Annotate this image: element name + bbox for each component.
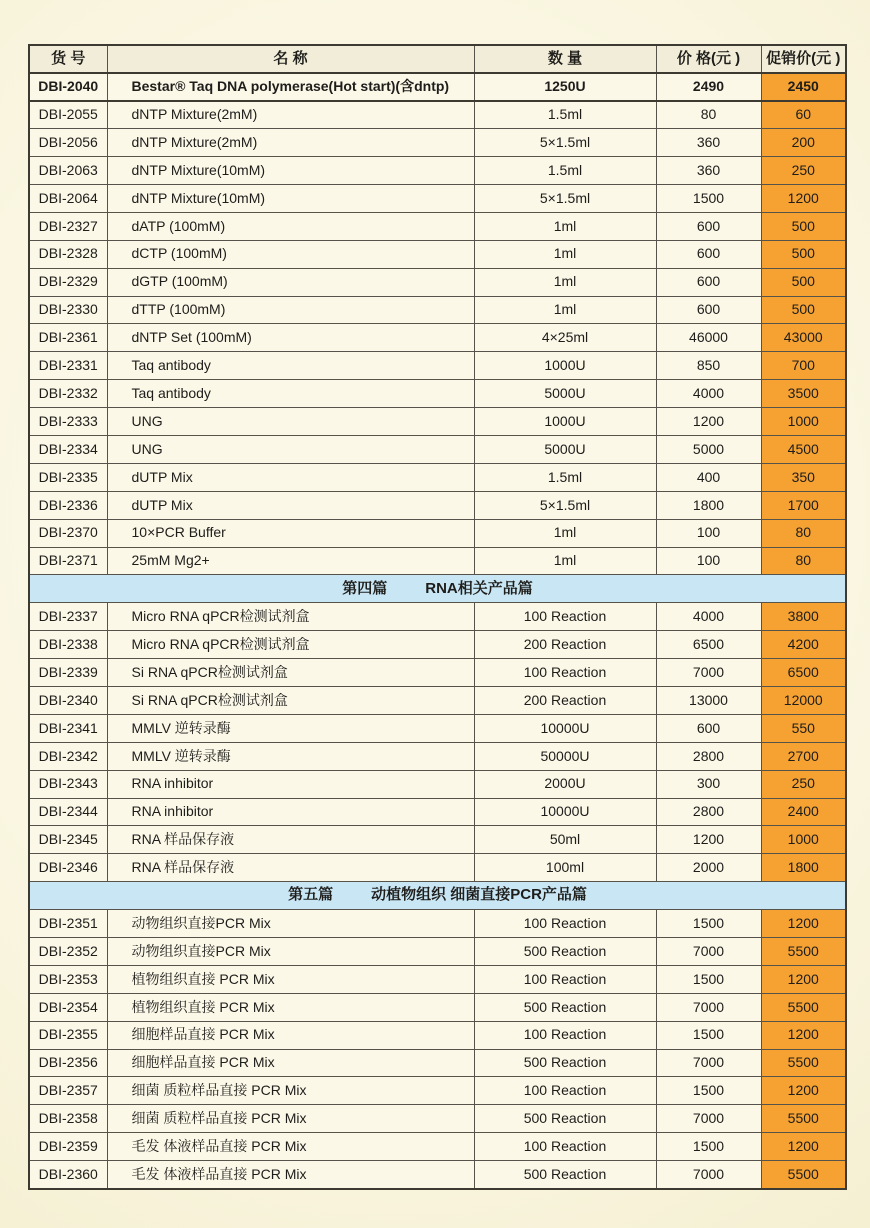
cell-qty: 1ml [474,212,656,240]
cell-price: 600 [656,212,761,240]
cell-qty: 500 Reaction [474,1105,656,1133]
cell-code: DBI-2337 [29,603,107,631]
cell-name: 动物组织直接PCR Mix [107,938,474,966]
table-row [29,408,846,436]
cell-promo: 1800 [761,854,846,882]
cell-price: 100 [656,519,761,547]
cell-qty: 200 Reaction [474,631,656,659]
cell-name: Bestar® Taq DNA polymerase(Hot start)(含dntp) [107,73,474,101]
cell-price: 1500 [656,910,761,938]
cell-qty: 5×1.5ml [474,491,656,519]
cell-promo: 43000 [761,324,846,352]
cell-qty: 10000U [474,714,656,742]
cell-promo: 700 [761,352,846,380]
table-row [29,212,846,240]
table-row [29,240,846,268]
col-header-promo: 促销价(元 ) [761,45,846,73]
cell-promo: 1000 [761,826,846,854]
cell-qty: 5×1.5ml [474,184,656,212]
table-row [29,1049,846,1077]
cell-qty: 100 Reaction [474,603,656,631]
table-row [29,993,846,1021]
cell-promo: 80 [761,547,846,575]
cell-price: 7000 [656,993,761,1021]
cell-promo: 1200 [761,1021,846,1049]
cell-name: RNA inhibitor [107,798,474,826]
cell-name: 细菌 质粒样品直接 PCR Mix [107,1105,474,1133]
cell-qty: 200 Reaction [474,686,656,714]
cell-code: DBI-2330 [29,296,107,324]
cell-qty: 10000U [474,798,656,826]
cell-promo: 12000 [761,686,846,714]
cell-name: 植物组织直接 PCR Mix [107,993,474,1021]
cell-promo: 1200 [761,910,846,938]
cell-code: DBI-2341 [29,714,107,742]
table-row [29,296,846,324]
table-row [29,714,846,742]
cell-name: dNTP Mixture(2mM) [107,129,474,157]
table-row [29,1133,846,1161]
cell-code: DBI-2359 [29,1133,107,1161]
cell-code: DBI-2055 [29,101,107,129]
table-row [29,435,846,463]
cell-promo: 3800 [761,603,846,631]
cell-promo: 5500 [761,1105,846,1133]
cell-price: 600 [656,268,761,296]
table-row [29,519,846,547]
cell-promo: 5500 [761,1049,846,1077]
cell-code: DBI-2352 [29,938,107,966]
section-title [29,575,846,603]
cell-qty: 1000U [474,352,656,380]
table-row [29,380,846,408]
cell-qty: 50ml [474,826,656,854]
cell-code: DBI-2353 [29,965,107,993]
cell-qty: 50000U [474,742,656,770]
cell-qty: 5×1.5ml [474,129,656,157]
table-row [29,101,846,129]
cell-name: 毛发 体液样品直接 PCR Mix [107,1133,474,1161]
cell-code: DBI-2346 [29,854,107,882]
cell-qty: 100 Reaction [474,965,656,993]
cell-price: 7000 [656,938,761,966]
cell-code: DBI-2357 [29,1077,107,1105]
cell-name: MMLV 逆转录酶 [107,742,474,770]
cell-promo: 3500 [761,380,846,408]
cell-name: MMLV 逆转录酶 [107,714,474,742]
cell-code: DBI-2064 [29,184,107,212]
cell-code: DBI-2063 [29,157,107,185]
cell-promo: 4200 [761,631,846,659]
col-header-code: 货 号 [29,45,107,73]
section-part-title: 动植物组织 细菌直接PCR产品篇 [371,886,587,904]
cell-price: 2000 [656,854,761,882]
cell-qty: 1ml [474,547,656,575]
cell-name: dGTP (100mM) [107,268,474,296]
table-row [29,268,846,296]
cell-qty: 100 Reaction [474,659,656,687]
cell-promo: 2400 [761,798,846,826]
cell-qty: 1.5ml [474,157,656,185]
cell-price: 360 [656,157,761,185]
cell-name: dUTP Mix [107,463,474,491]
cell-price: 1200 [656,826,761,854]
cell-name: Si RNA qPCR检测试剂盒 [107,659,474,687]
cell-price: 7000 [656,1049,761,1077]
cell-promo: 1700 [761,491,846,519]
table-row [29,1021,846,1049]
cell-code: DBI-2338 [29,631,107,659]
cell-qty: 100ml [474,854,656,882]
table-row [29,965,846,993]
cell-code: DBI-2355 [29,1021,107,1049]
cell-promo: 1200 [761,184,846,212]
cell-name: 毛发 体液样品直接 PCR Mix [107,1161,474,1189]
cell-price: 850 [656,352,761,380]
col-header-qty: 数 量 [474,45,656,73]
table-row [29,324,846,352]
cell-code: DBI-2356 [29,1049,107,1077]
cell-qty: 100 Reaction [474,1021,656,1049]
cell-code: DBI-2336 [29,491,107,519]
cell-price: 600 [656,240,761,268]
cell-qty: 1000U [474,408,656,436]
cell-price: 7000 [656,1161,761,1189]
cell-qty: 1.5ml [474,463,656,491]
table-row [29,157,846,185]
table-row [29,491,846,519]
cell-price: 600 [656,296,761,324]
price-table-header [29,45,846,73]
cell-price: 2800 [656,742,761,770]
cell-promo: 500 [761,212,846,240]
cell-price: 2490 [656,73,761,101]
cell-name: dNTP Mixture(2mM) [107,101,474,129]
cell-promo: 60 [761,101,846,129]
cell-name: dUTP Mix [107,491,474,519]
cell-qty: 1250U [474,73,656,101]
cell-qty: 4×25ml [474,324,656,352]
cell-name: dNTP Mixture(10mM) [107,157,474,185]
cell-code: DBI-2339 [29,659,107,687]
table-row [29,1161,846,1189]
cell-price: 1500 [656,1021,761,1049]
section-title [29,882,846,910]
table-row [29,184,846,212]
cell-promo: 550 [761,714,846,742]
cell-code: DBI-2354 [29,993,107,1021]
section-row [29,882,846,910]
cell-code: DBI-2343 [29,770,107,798]
cell-qty: 500 Reaction [474,1049,656,1077]
cell-name: dTTP (100mM) [107,296,474,324]
cell-promo: 500 [761,268,846,296]
section-part-label: 第四篇 [342,579,388,597]
section-part-label: 第五篇 [288,886,334,904]
cell-qty: 1.5ml [474,101,656,129]
table-row [29,1105,846,1133]
table-row [29,770,846,798]
cell-price: 7000 [656,659,761,687]
cell-price: 1800 [656,491,761,519]
cell-promo: 5500 [761,1161,846,1189]
cell-price: 80 [656,101,761,129]
cell-price: 7000 [656,1105,761,1133]
cell-price: 4000 [656,380,761,408]
cell-name: Taq antibody [107,352,474,380]
cell-name: Taq antibody [107,380,474,408]
cell-price: 400 [656,463,761,491]
cell-name: RNA 样品保存液 [107,826,474,854]
cell-code: DBI-2342 [29,742,107,770]
cell-code: DBI-2360 [29,1161,107,1189]
cell-qty: 1ml [474,268,656,296]
cell-qty: 100 Reaction [474,1077,656,1105]
cell-price: 4000 [656,603,761,631]
table-row [29,352,846,380]
cell-name: RNA 样品保存液 [107,854,474,882]
col-header-name: 名 称 [107,45,474,73]
cell-price: 600 [656,714,761,742]
table-row [29,463,846,491]
cell-qty: 1ml [474,296,656,324]
cell-price: 1500 [656,184,761,212]
cell-name: UNG [107,408,474,436]
cell-code: DBI-2332 [29,380,107,408]
cell-promo: 5500 [761,938,846,966]
price-table-body [29,73,846,1189]
cell-promo: 500 [761,240,846,268]
cell-code: DBI-2370 [29,519,107,547]
cell-promo: 5500 [761,993,846,1021]
cell-qty: 500 Reaction [474,938,656,966]
cell-qty: 2000U [474,770,656,798]
cell-code: DBI-2329 [29,268,107,296]
cell-qty: 5000U [474,380,656,408]
cell-promo: 80 [761,519,846,547]
cell-price: 13000 [656,686,761,714]
cell-price: 1500 [656,1133,761,1161]
cell-promo: 500 [761,296,846,324]
cell-price: 100 [656,547,761,575]
cell-code: DBI-2351 [29,910,107,938]
cell-price: 1500 [656,965,761,993]
table-row [29,1077,846,1105]
col-header-price: 价 格(元 ) [656,45,761,73]
cell-name: 植物组织直接 PCR Mix [107,965,474,993]
table-row [29,659,846,687]
cell-name: 细菌 质粒样品直接 PCR Mix [107,1077,474,1105]
cell-promo: 2450 [761,73,846,101]
cell-code: DBI-2358 [29,1105,107,1133]
cell-promo: 1000 [761,408,846,436]
cell-promo: 4500 [761,435,846,463]
cell-price: 360 [656,129,761,157]
cell-name: RNA inhibitor [107,770,474,798]
price-table [28,44,847,1190]
cell-name: 细胞样品直接 PCR Mix [107,1021,474,1049]
table-row [29,547,846,575]
cell-qty: 100 Reaction [474,1133,656,1161]
header-row [29,45,846,73]
section-part-title: RNA相关产品篇 [425,579,533,597]
cell-price: 5000 [656,435,761,463]
table-row [29,129,846,157]
cell-code: DBI-2344 [29,798,107,826]
cell-code: DBI-2361 [29,324,107,352]
table-row [29,826,846,854]
cell-name: dNTP Mixture(10mM) [107,184,474,212]
cell-qty: 1ml [474,519,656,547]
cell-promo: 1200 [761,1133,846,1161]
cell-price: 6500 [656,631,761,659]
cell-price: 1200 [656,408,761,436]
cell-promo: 250 [761,157,846,185]
cell-promo: 200 [761,129,846,157]
cell-name: Si RNA qPCR检测试剂盒 [107,686,474,714]
cell-name: Micro RNA qPCR检测试剂盒 [107,603,474,631]
cell-code: DBI-2345 [29,826,107,854]
cell-name: dCTP (100mM) [107,240,474,268]
cell-code: DBI-2056 [29,129,107,157]
cell-qty: 500 Reaction [474,1161,656,1189]
table-row [29,938,846,966]
cell-qty: 100 Reaction [474,910,656,938]
cell-promo: 2700 [761,742,846,770]
cell-qty: 5000U [474,435,656,463]
cell-name: dNTP Set (100mM) [107,324,474,352]
cell-name: 动物组织直接PCR Mix [107,910,474,938]
cell-promo: 250 [761,770,846,798]
cell-code: DBI-2327 [29,212,107,240]
cell-code: DBI-2334 [29,435,107,463]
cell-price: 2800 [656,798,761,826]
table-row [29,603,846,631]
table-row [29,686,846,714]
table-row [29,854,846,882]
cell-name: Micro RNA qPCR检测试剂盒 [107,631,474,659]
cell-name: 25mM Mg2+ [107,547,474,575]
table-row [29,742,846,770]
table-row [29,910,846,938]
cell-name: UNG [107,435,474,463]
section-row [29,575,846,603]
cell-promo: 350 [761,463,846,491]
cell-code: DBI-2331 [29,352,107,380]
cell-name: 细胞样品直接 PCR Mix [107,1049,474,1077]
cell-code: DBI-2335 [29,463,107,491]
cell-price: 300 [656,770,761,798]
cell-promo: 1200 [761,965,846,993]
cell-code: DBI-2333 [29,408,107,436]
cell-price: 1500 [656,1077,761,1105]
cell-promo: 6500 [761,659,846,687]
cell-qty: 500 Reaction [474,993,656,1021]
cell-promo: 1200 [761,1077,846,1105]
table-row [29,798,846,826]
cell-code: DBI-2371 [29,547,107,575]
cell-code: DBI-2040 [29,73,107,101]
table-row [29,631,846,659]
cell-price: 46000 [656,324,761,352]
cell-name: 10×PCR Buffer [107,519,474,547]
cell-qty: 1ml [474,240,656,268]
cell-code: DBI-2328 [29,240,107,268]
table-row [29,73,846,101]
cell-code: DBI-2340 [29,686,107,714]
cell-name: dATP (100mM) [107,212,474,240]
